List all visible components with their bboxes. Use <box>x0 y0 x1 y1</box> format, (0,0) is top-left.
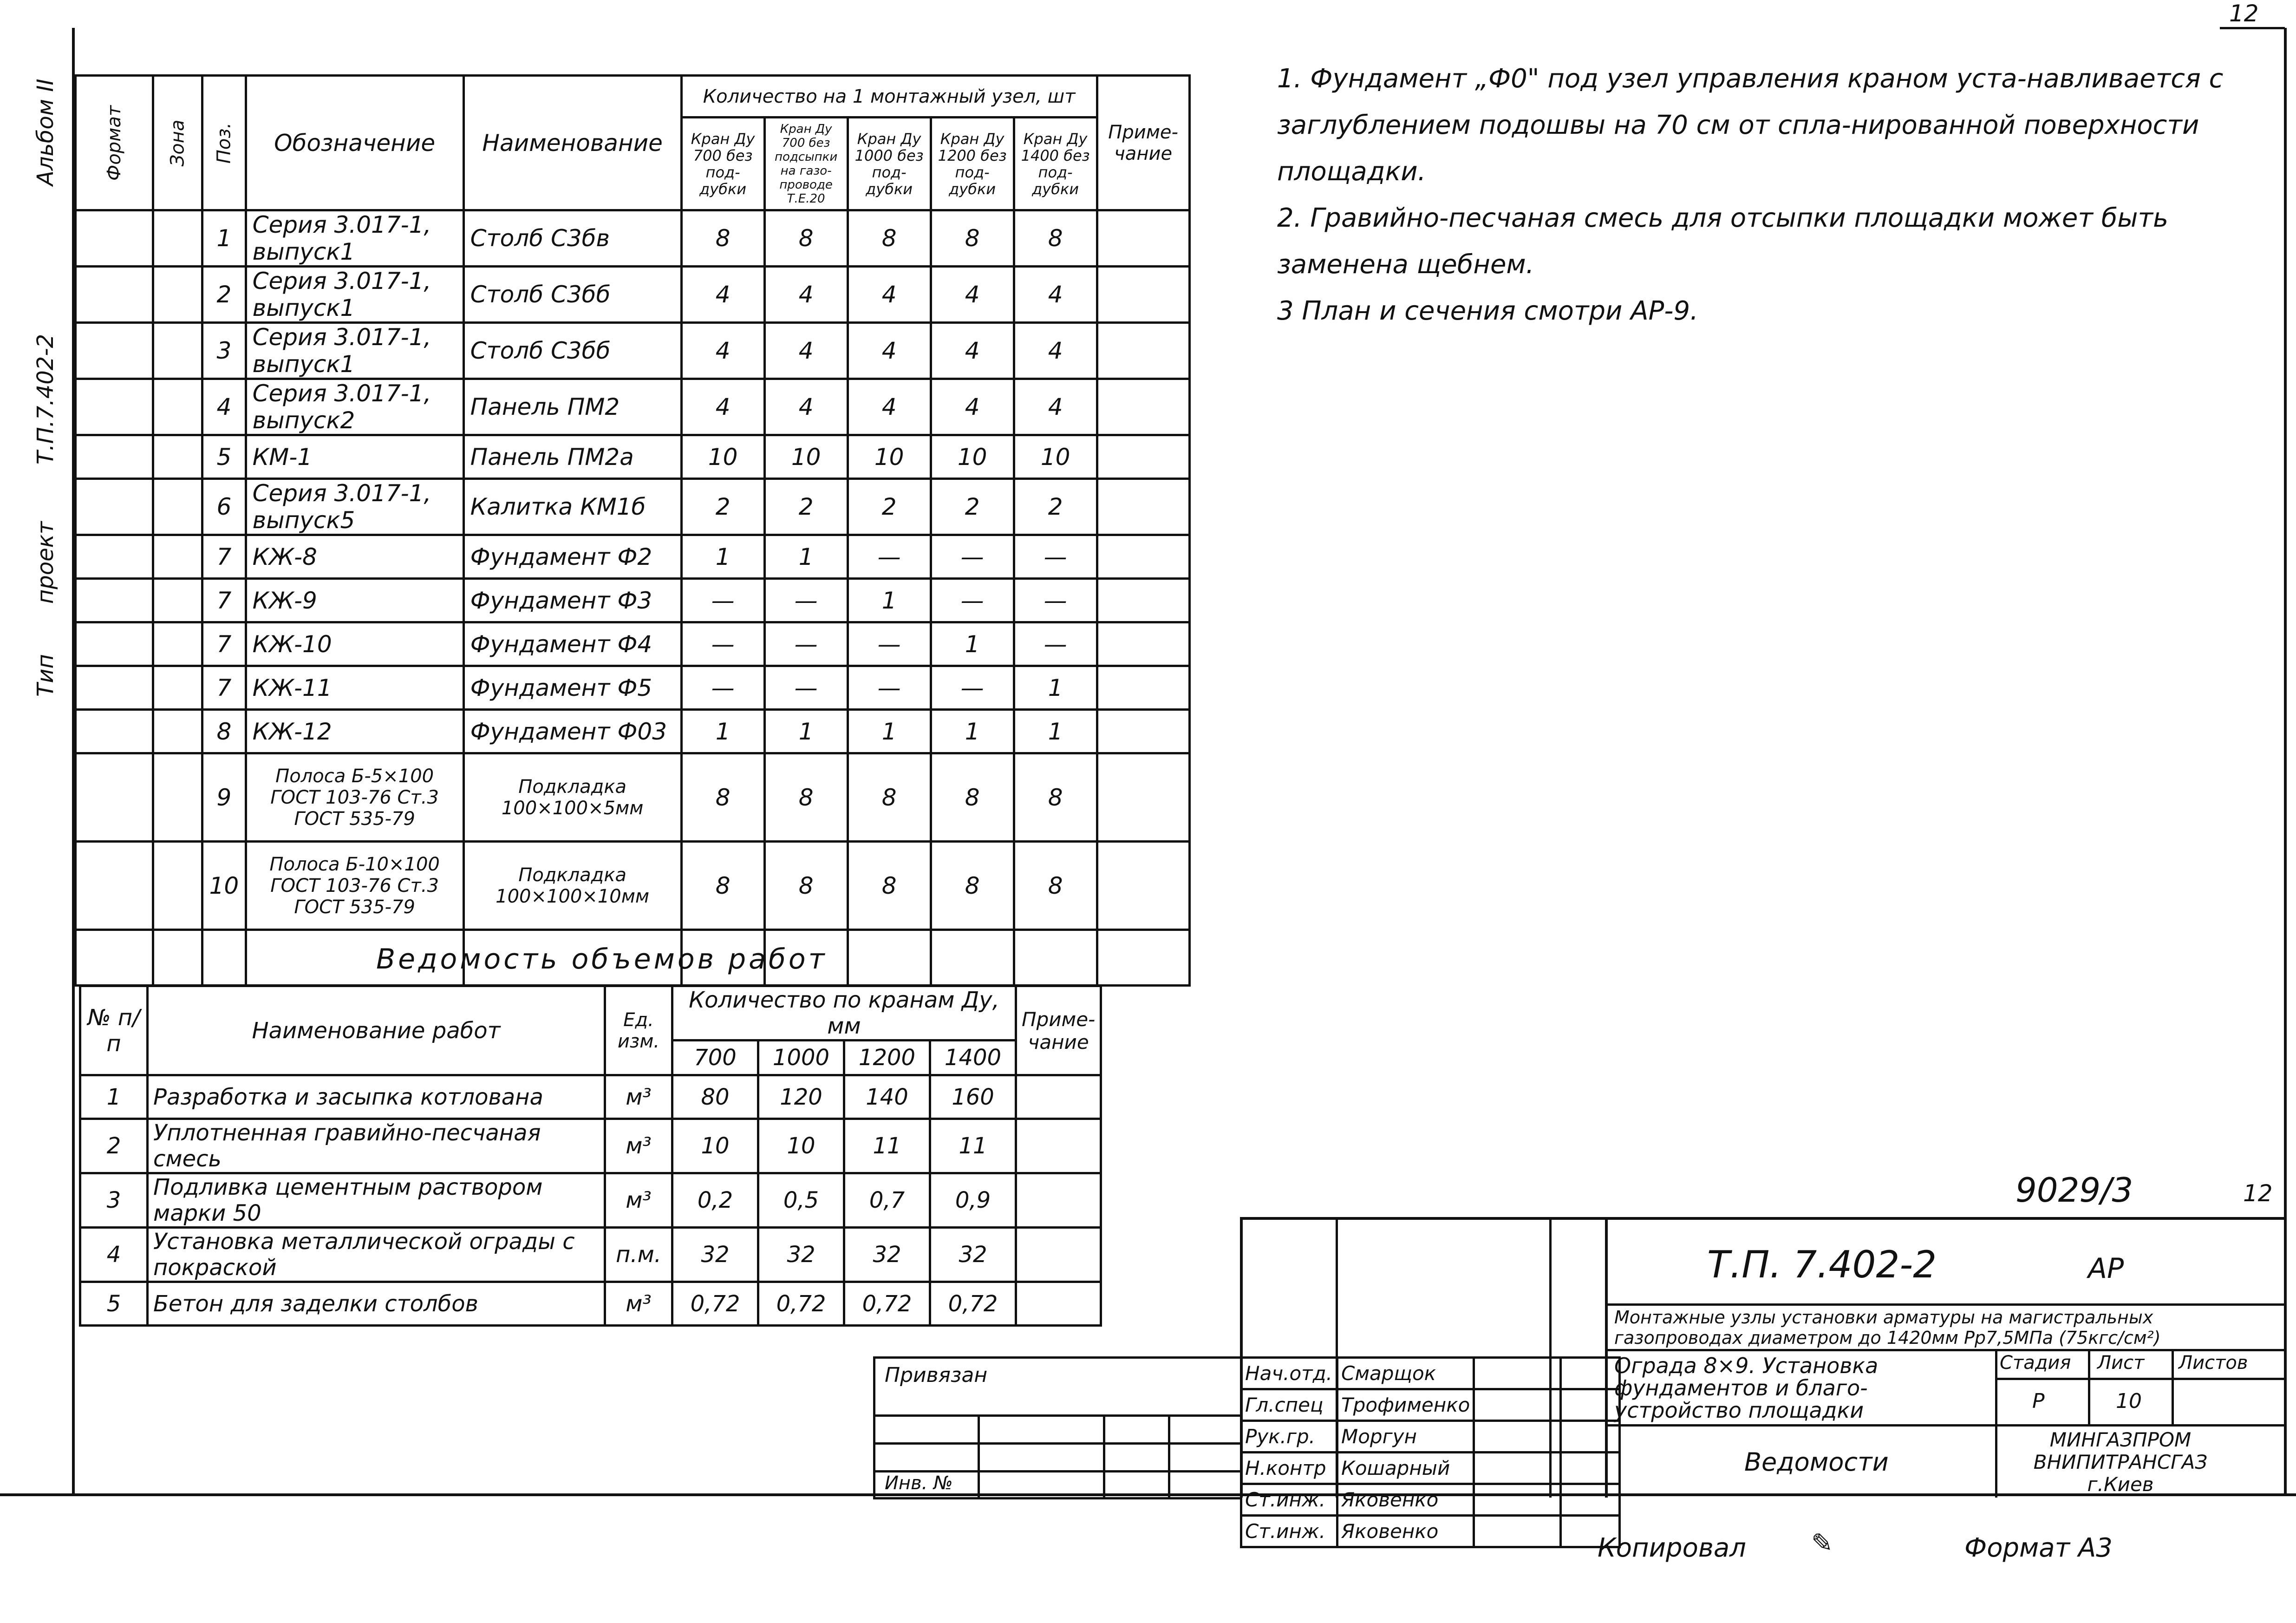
spec-qty: 1 <box>931 622 1014 666</box>
doc-mark: АР <box>2088 1252 2124 1285</box>
side-label-album: Альбом II <box>33 79 59 186</box>
spec-name: Столб С3бб <box>463 323 681 379</box>
vol-header-d1000: 1000 <box>758 1041 844 1075</box>
vol-value: 0,72 <box>672 1282 758 1326</box>
header-note: Приме-чание <box>1097 76 1189 210</box>
header-q3: Кран Ду 1000 без под-дубки <box>848 118 931 210</box>
spec-qty: 1 <box>681 710 764 753</box>
volume-row <box>80 1119 1101 1173</box>
spec-note <box>1097 323 1189 379</box>
staff-row <box>1241 1484 1620 1516</box>
stage-label: Стадия <box>2000 1352 2071 1374</box>
spec-qty: 8 <box>1014 842 1097 930</box>
spec-row <box>76 323 1190 379</box>
spec-qty: 10 <box>1014 435 1097 479</box>
spec-row <box>76 267 1190 323</box>
spec-qty: 8 <box>931 210 1014 267</box>
spec-qty: 1 <box>848 579 931 622</box>
spec-qty: 4 <box>931 267 1014 323</box>
spec-qty: 8 <box>681 753 764 842</box>
vol-value: 80 <box>672 1075 758 1119</box>
doc-name: Ведомости <box>1744 1447 1889 1477</box>
spec-qty: 8 <box>931 753 1014 842</box>
header-pos: Поз. <box>213 122 235 164</box>
spec-designation: КЖ-12 <box>246 710 463 753</box>
vol-value: 10 <box>672 1119 758 1173</box>
vol-header-unit: Ед. изм. <box>605 986 672 1075</box>
spec-qty: 10 <box>681 435 764 479</box>
volume-row <box>80 1282 1101 1326</box>
spec-name: Панель ПМ2а <box>463 435 681 479</box>
spec-name: Фундамент Ф5 <box>463 666 681 710</box>
staff-date <box>1561 1421 1620 1453</box>
inv-label: Инв. № <box>885 1472 953 1494</box>
spec-qty: — <box>764 666 848 710</box>
vol-value: 0,5 <box>758 1173 844 1228</box>
vol-value: 32 <box>672 1228 758 1282</box>
page-number: 12 <box>2229 0 2259 27</box>
staff-row <box>1241 1421 1620 1453</box>
spec-qty: — <box>764 622 848 666</box>
spec-designation: Серия 3.017-1, выпуск1 <box>246 210 463 267</box>
header-q2: Кран Ду 700 без подсыпки на газо-проводе Т.Е.20 <box>764 118 848 210</box>
spec-qty: 8 <box>681 842 764 930</box>
spec-note <box>1097 666 1189 710</box>
sheet-value: 10 <box>2116 1389 2142 1413</box>
spec-qty: 4 <box>764 379 848 435</box>
spec-pos: 8 <box>202 710 246 753</box>
spec-note <box>1097 210 1189 267</box>
spec-pos: 7 <box>202 666 246 710</box>
spec-pos: 5 <box>202 435 246 479</box>
staff-role: Н.контр <box>1241 1453 1337 1484</box>
vol-value: 32 <box>758 1228 844 1282</box>
staff-row <box>1241 1358 1620 1389</box>
spec-qty: 8 <box>764 842 848 930</box>
side-label-type: Тип <box>33 654 59 697</box>
spec-qty: 4 <box>1014 267 1097 323</box>
spec-qty: 4 <box>931 323 1014 379</box>
spec-name: Фундамент Ф3 <box>463 579 681 622</box>
note-2: 2. Гравийно-песчаная смесь для отсыпки площадки может быть заменена щебнем. <box>1277 203 2169 280</box>
spec-qty: 1 <box>1014 666 1097 710</box>
copied-signature: ✎ <box>1811 1528 1833 1558</box>
spec-qty: 1 <box>681 535 764 579</box>
specification-table <box>74 74 1191 987</box>
spec-designation: КЖ-8 <box>246 535 463 579</box>
spec-pos: 1 <box>202 210 246 267</box>
spec-note <box>1097 435 1189 479</box>
vol-value: 0,72 <box>844 1282 930 1326</box>
vol-value: 32 <box>844 1228 930 1282</box>
spec-qty: — <box>848 622 931 666</box>
spec-pos: 7 <box>202 535 246 579</box>
header-format: Формат <box>104 105 125 181</box>
vol-value: 32 <box>930 1228 1016 1282</box>
vol-value: 0,72 <box>930 1282 1016 1326</box>
vol-name: Подливка цементным раствором марки 50 <box>148 1173 605 1228</box>
staff-date <box>1561 1358 1620 1389</box>
vol-value: 0,9 <box>930 1173 1016 1228</box>
staff-signature <box>1474 1484 1561 1516</box>
vol-unit: п.м. <box>605 1228 672 1282</box>
header-name: Наименование <box>463 76 681 210</box>
privyazan-label: Привязан <box>885 1363 988 1387</box>
notes-block <box>1277 56 2229 334</box>
spec-qty: — <box>681 579 764 622</box>
spec-name: Столб С3бв <box>463 210 681 267</box>
spec-designation: КЖ-10 <box>246 622 463 666</box>
staff-row <box>1241 1389 1620 1421</box>
vol-unit: м³ <box>605 1282 672 1326</box>
spec-qty: 4 <box>931 379 1014 435</box>
inventory-number: 9029/3 <box>2016 1171 2133 1210</box>
header-zone: Зона <box>167 119 189 166</box>
vol-header-qty-group: Количество по кранам Ду, мм <box>672 986 1016 1041</box>
spec-qty: — <box>1014 535 1097 579</box>
spec-row <box>76 666 1190 710</box>
spec-designation: КМ-1 <box>246 435 463 479</box>
staff-signature <box>1474 1358 1561 1389</box>
spec-qty: 4 <box>1014 323 1097 379</box>
spec-name: Подкладка 100×100×5мм <box>463 753 681 842</box>
vol-value: 10 <box>758 1119 844 1173</box>
project-title: Монтажные узлы установки арматуры на магистральных газопроводах диаметром до 1420мм Рр7,5МПа (75кгс/см²) <box>1614 1307 2161 1348</box>
spec-row <box>76 622 1190 666</box>
spec-designation: Серия 3.017-1, выпуск1 <box>246 323 463 379</box>
vol-value: 160 <box>930 1075 1016 1119</box>
spec-qty: 10 <box>848 435 931 479</box>
spec-designation: КЖ-11 <box>246 666 463 710</box>
vol-header-d700: 700 <box>672 1041 758 1075</box>
spec-name: Фундамент Ф2 <box>463 535 681 579</box>
privyazan-block <box>873 1356 1242 1499</box>
spec-note <box>1097 267 1189 323</box>
vol-num: 1 <box>80 1075 148 1119</box>
staff-signature <box>1474 1421 1561 1453</box>
spec-pos: 2 <box>202 267 246 323</box>
spec-row <box>76 435 1190 479</box>
spec-qty: 4 <box>681 267 764 323</box>
vol-value: 11 <box>930 1119 1016 1173</box>
staff-date <box>1561 1389 1620 1421</box>
header-q4: Кран Ду 1200 без под-дубки <box>931 118 1014 210</box>
vol-unit: м³ <box>605 1075 672 1119</box>
spec-designation: Полоса Б-10×100 ГОСТ 103-76 Ст.3 ГОСТ 535-79 <box>246 842 463 930</box>
spec-pos: 3 <box>202 323 246 379</box>
spec-qty: 4 <box>848 379 931 435</box>
vol-value: 0,7 <box>844 1173 930 1228</box>
spec-row <box>76 710 1190 753</box>
spec-qty: 8 <box>1014 753 1097 842</box>
spec-qty: 2 <box>764 479 848 535</box>
spec-qty: 4 <box>764 323 848 379</box>
staff-role: Рук.гр. <box>1241 1421 1337 1453</box>
spec-qty: 10 <box>931 435 1014 479</box>
vol-num: 5 <box>80 1282 148 1326</box>
vol-header-name: Наименование работ <box>148 986 605 1075</box>
spec-row <box>76 579 1190 622</box>
vol-name: Установка металлической ограды с покраской <box>148 1228 605 1282</box>
spec-pos: 7 <box>202 622 246 666</box>
spec-qty: — <box>1014 622 1097 666</box>
staff-name: Кошарный <box>1337 1453 1474 1484</box>
spec-qty: — <box>1014 579 1097 622</box>
spec-qty: 4 <box>681 323 764 379</box>
spec-qty: 8 <box>931 842 1014 930</box>
vol-note <box>1016 1282 1101 1326</box>
spec-qty: 8 <box>848 842 931 930</box>
spec-qty: 1 <box>1014 710 1097 753</box>
spec-designation: Серия 3.017-1, выпуск5 <box>246 479 463 535</box>
staff-role: Нач.отд. <box>1241 1358 1337 1389</box>
staff-table <box>1240 1356 1621 1548</box>
spec-qty: 1 <box>764 535 848 579</box>
staff-role: Гл.спец <box>1241 1389 1337 1421</box>
spec-qty: 10 <box>764 435 848 479</box>
volume-table <box>79 985 1102 1327</box>
vol-name: Разработка и засыпка котлована <box>148 1075 605 1119</box>
side-label-code: Т.П.7.402-2 <box>33 334 59 465</box>
doc-code: Т.П. 7.402-2 <box>1707 1243 1937 1286</box>
vol-value: 120 <box>758 1075 844 1119</box>
sheets-label: Листов <box>2179 1352 2248 1374</box>
sheet-label: Лист <box>2097 1352 2145 1374</box>
copied-label: Копировал <box>1598 1533 1746 1563</box>
staff-name: Смарщок <box>1337 1358 1474 1389</box>
vol-note <box>1016 1228 1101 1282</box>
frame-top-line <box>2220 27 2285 29</box>
spec-name: Столб С3бб <box>463 267 681 323</box>
side-label-project: проект <box>33 521 59 604</box>
spec-note <box>1097 710 1189 753</box>
spec-note <box>1097 479 1189 535</box>
vol-header-note: Приме-чание <box>1016 986 1101 1075</box>
staff-name: Трофименко <box>1337 1389 1474 1421</box>
spec-name: Подкладка 100×100×10мм <box>463 842 681 930</box>
note-1: 1. Фундамент „Ф0" под узел управления краном уста-навливается с заглублением подошвы на 70 см от спла-нированной поверхности площадки. <box>1277 64 2224 187</box>
header-designation: Обозначение <box>246 76 463 210</box>
spec-row <box>76 379 1190 435</box>
vol-num: 4 <box>80 1228 148 1282</box>
vol-note <box>1016 1075 1101 1119</box>
staff-row <box>1241 1453 1620 1484</box>
staff-role: Ст.инж. <box>1241 1516 1337 1547</box>
vol-header-num: № п/п <box>80 986 148 1075</box>
vol-name: Уплотненная гравийно-песчаная смесь <box>148 1119 605 1173</box>
spec-qty: 2 <box>848 479 931 535</box>
staff-name: Моргун <box>1337 1421 1474 1453</box>
vol-unit: м³ <box>605 1173 672 1228</box>
staff-signature <box>1474 1453 1561 1484</box>
spec-qty: — <box>931 666 1014 710</box>
vol-note <box>1016 1173 1101 1228</box>
staff-role: Ст.инж. <box>1241 1484 1337 1516</box>
spec-qty: 8 <box>848 210 931 267</box>
spec-designation: КЖ-9 <box>246 579 463 622</box>
spec-designation: Серия 3.017-1, выпуск2 <box>246 379 463 435</box>
spec-name: Калитка КМ1б <box>463 479 681 535</box>
header-q1: Кран Ду 700 без под-дубки <box>681 118 764 210</box>
vol-name: Бетон для заделки столбов <box>148 1282 605 1326</box>
spec-pos: 10 <box>202 842 246 930</box>
spec-qty: 1 <box>764 710 848 753</box>
volume-table-title: Ведомость объемов работ <box>376 943 828 975</box>
spec-qty: 8 <box>764 210 848 267</box>
volume-row <box>80 1173 1101 1228</box>
staff-name: Яковенко <box>1337 1484 1474 1516</box>
spec-note <box>1097 535 1189 579</box>
spec-row <box>76 210 1190 267</box>
vol-header-d1200: 1200 <box>844 1041 930 1075</box>
format-label: Формат А3 <box>1964 1533 2113 1563</box>
spec-note <box>1097 622 1189 666</box>
staff-signature <box>1474 1389 1561 1421</box>
vol-num: 3 <box>80 1173 148 1228</box>
spec-name: Панель ПМ2 <box>463 379 681 435</box>
spec-row <box>76 753 1190 842</box>
spec-qty: 1 <box>931 710 1014 753</box>
vol-unit: м³ <box>605 1119 672 1173</box>
header-qty-group: Количество на 1 монтажный узел, шт <box>681 76 1097 118</box>
sheet-title: Ограда 8×9. Установка фундаментов и благо-устройство площадки <box>1614 1353 1879 1423</box>
staff-signature <box>1474 1516 1561 1547</box>
spec-qty: — <box>931 579 1014 622</box>
staff-date <box>1561 1453 1620 1484</box>
staff-row <box>1241 1516 1620 1547</box>
vol-value: 0,2 <box>672 1173 758 1228</box>
volume-row <box>80 1075 1101 1119</box>
spec-row <box>76 535 1190 579</box>
spec-qty: 1 <box>848 710 931 753</box>
spec-qty: 2 <box>931 479 1014 535</box>
spec-qty: 4 <box>681 379 764 435</box>
spec-designation: Полоса Б-5×100 ГОСТ 103-76 Ст.3 ГОСТ 535-79 <box>246 753 463 842</box>
staff-name: Яковенко <box>1337 1516 1474 1547</box>
organization: МИНГАЗПРОМ ВНИПИТРАНСГАЗ г.Киев <box>2033 1428 2208 1496</box>
spec-pos: 7 <box>202 579 246 622</box>
volume-row <box>80 1228 1101 1282</box>
spec-row <box>76 479 1190 535</box>
spec-note <box>1097 379 1189 435</box>
vol-note <box>1016 1119 1101 1173</box>
spec-pos: 4 <box>202 379 246 435</box>
spec-qty: 8 <box>681 210 764 267</box>
sheet-mark: 12 <box>2243 1180 2273 1207</box>
spec-qty: 8 <box>848 753 931 842</box>
spec-qty: — <box>848 666 931 710</box>
vol-value: 0,72 <box>758 1282 844 1326</box>
spec-name: Фундамент Ф03 <box>463 710 681 753</box>
header-q5: Кран Ду 1400 без под-дубки <box>1014 118 1097 210</box>
spec-note <box>1097 753 1189 842</box>
spec-qty: 4 <box>1014 379 1097 435</box>
spec-qty: — <box>681 622 764 666</box>
spec-qty: 8 <box>764 753 848 842</box>
spec-qty: — <box>931 535 1014 579</box>
spec-qty: — <box>681 666 764 710</box>
spec-note <box>1097 842 1189 930</box>
staff-date <box>1561 1484 1620 1516</box>
stage-value: Р <box>2032 1389 2045 1413</box>
vol-value: 11 <box>844 1119 930 1173</box>
spec-designation: Серия 3.017-1, выпуск1 <box>246 267 463 323</box>
vol-header-d1400: 1400 <box>930 1041 1016 1075</box>
vol-num: 2 <box>80 1119 148 1173</box>
spec-pos: 6 <box>202 479 246 535</box>
spec-pos: 9 <box>202 753 246 842</box>
spec-qty: — <box>764 579 848 622</box>
spec-qty: 2 <box>681 479 764 535</box>
spec-name: Фундамент Ф4 <box>463 622 681 666</box>
note-3: 3 План и сечения смотри АР-9. <box>1277 296 1698 326</box>
spec-note <box>1097 579 1189 622</box>
spec-qty: 2 <box>1014 479 1097 535</box>
spec-qty: 8 <box>1014 210 1097 267</box>
spec-qty: — <box>848 535 931 579</box>
spec-qty: 4 <box>848 323 931 379</box>
spec-qty: 4 <box>764 267 848 323</box>
vol-value: 140 <box>844 1075 930 1119</box>
spec-row <box>76 842 1190 930</box>
spec-qty: 4 <box>848 267 931 323</box>
